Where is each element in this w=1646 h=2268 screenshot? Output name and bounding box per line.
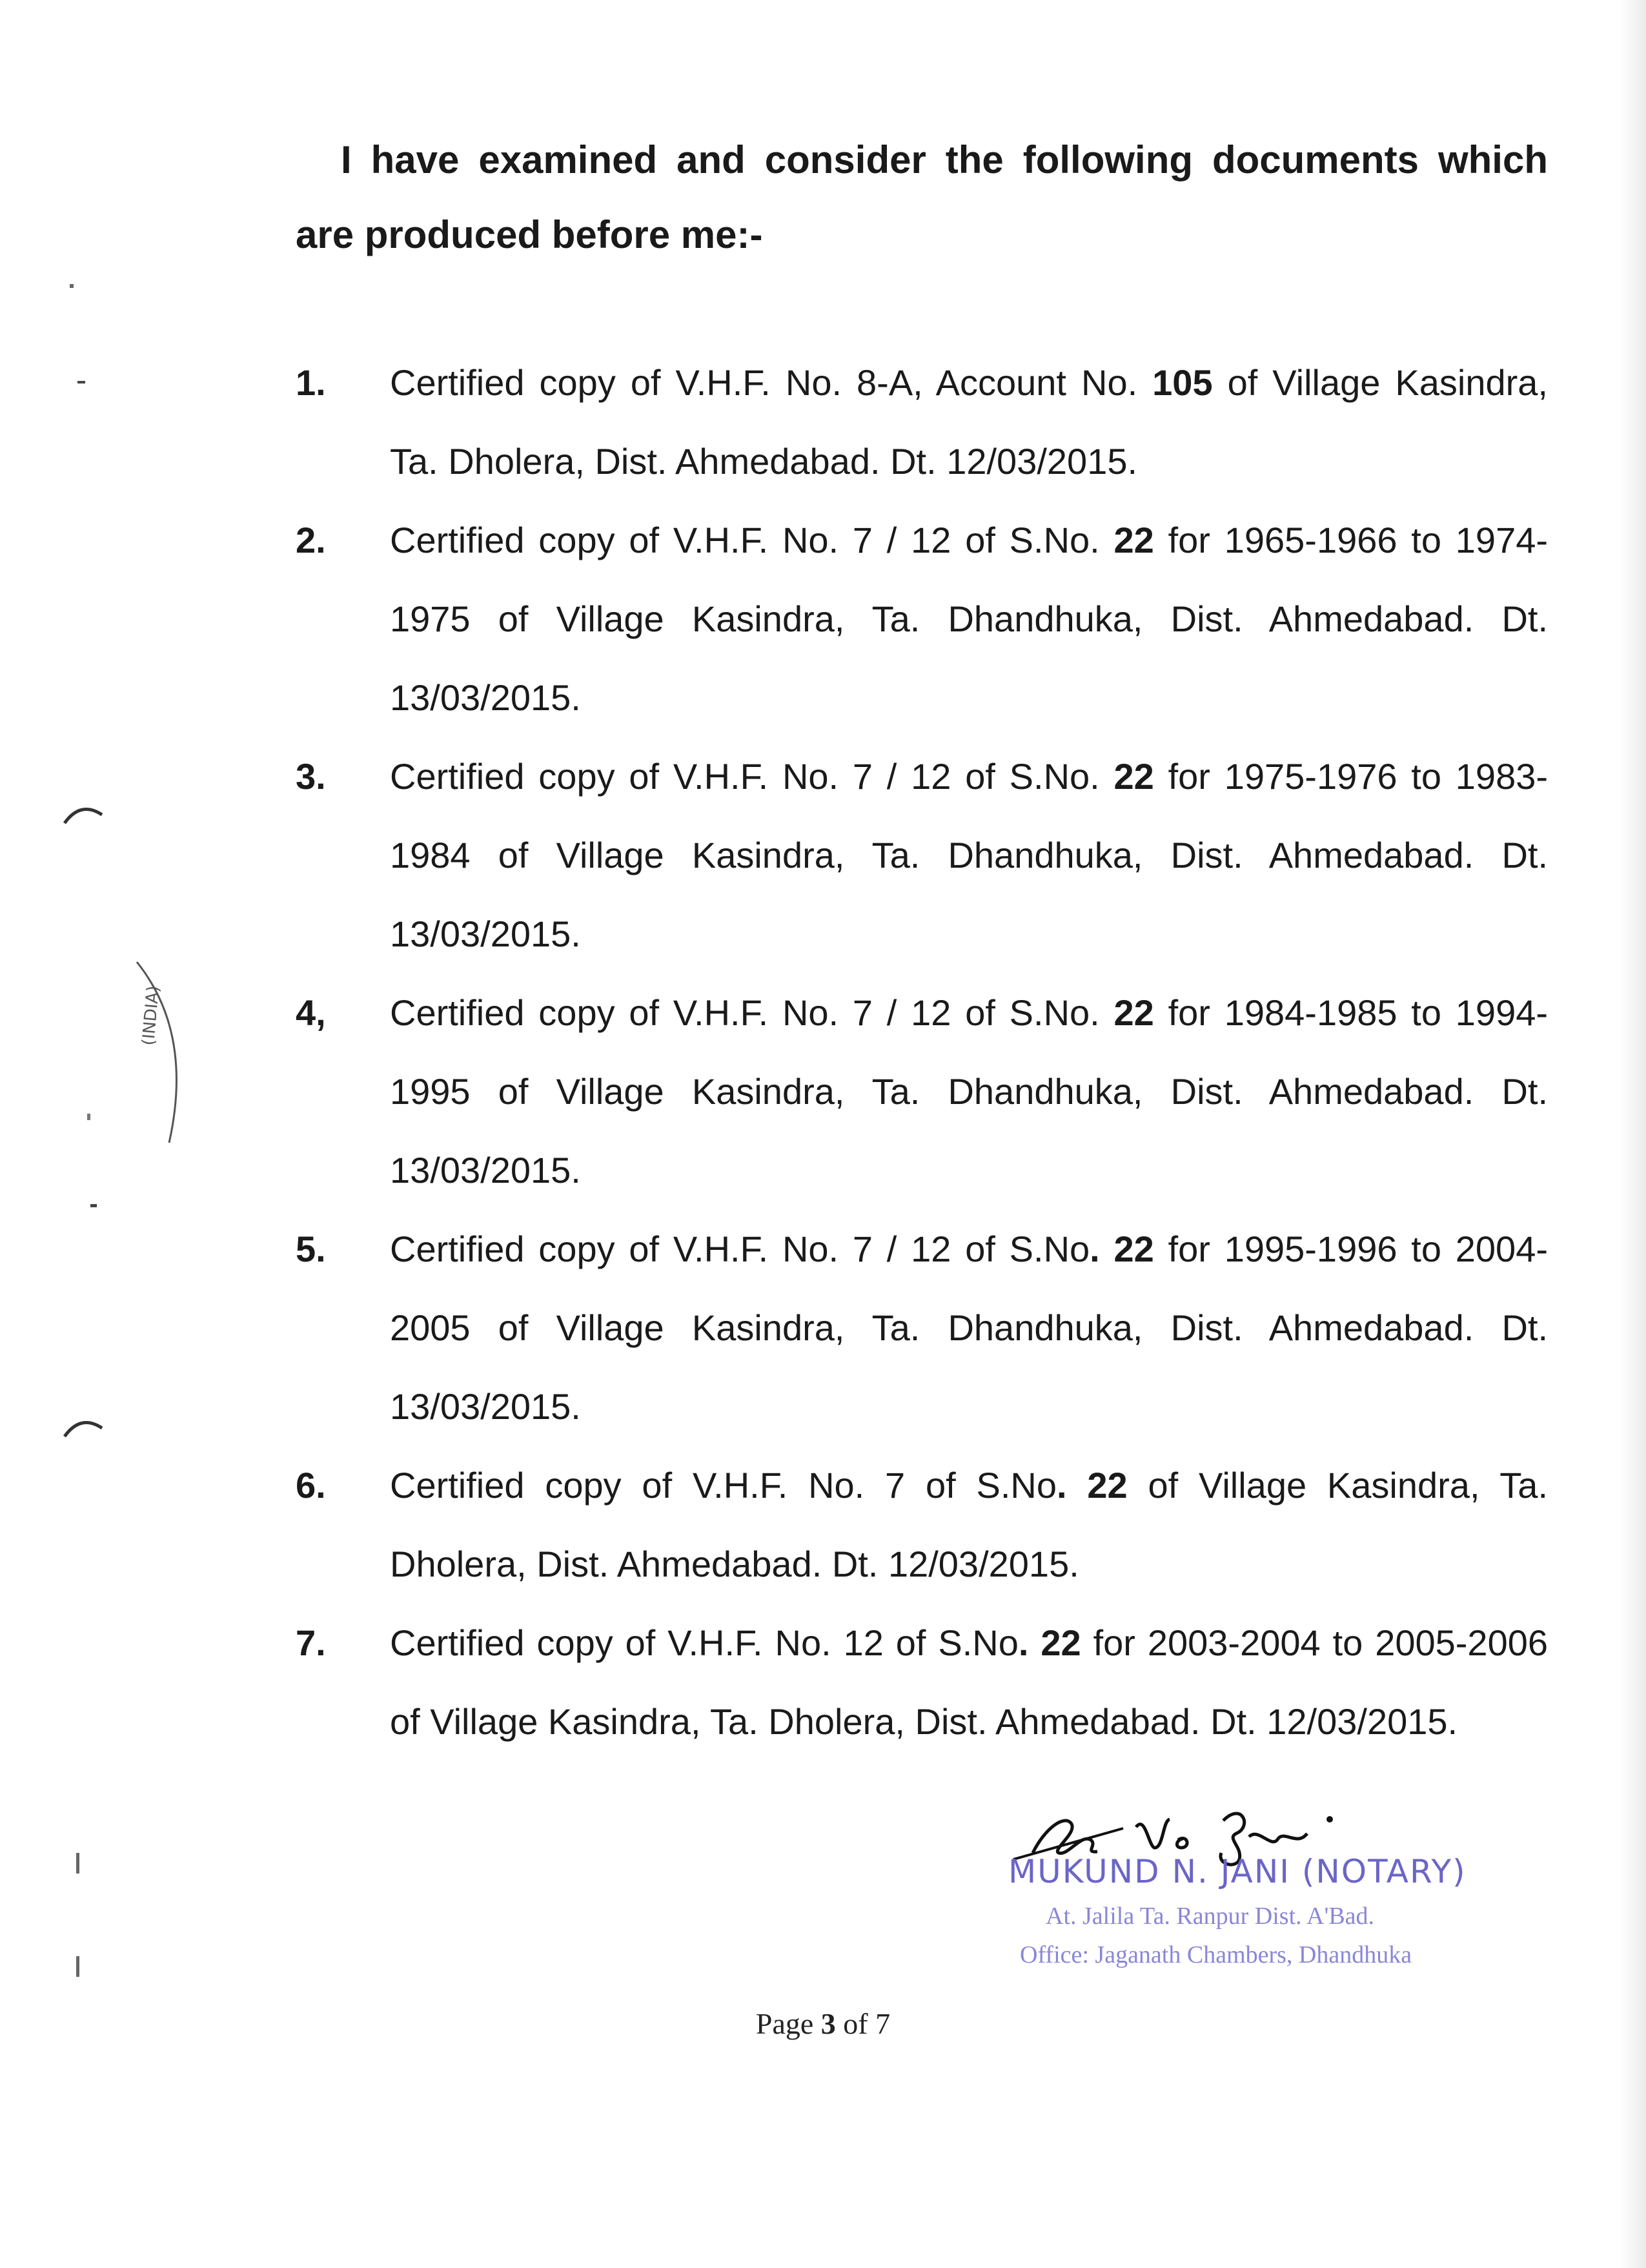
document-list-item: [296, 501, 1548, 737]
list-item-text: Certified copy of V.H.F. No. 7 / 12 of S.No. 22 for 1984-1985 to 1994-1995 of Village Kasindra, Ta. Dhandhuka, Dist. Ahmedabad. Dt. 13/03/2015.: [390, 992, 1549, 1190]
punch-hole-mark-bottom: [65, 1423, 102, 1436]
document-list-item: [296, 974, 1548, 1210]
document-list-item: [296, 343, 1548, 501]
notary-name: MUKUND N. JANI (NOTARY): [1008, 1853, 1467, 1890]
notary-address: At. Jalila Ta. Ranpur Dist. A'Bad.: [1046, 1903, 1375, 1930]
punch-hole-mark-top: [65, 810, 102, 823]
scan-dot: [87, 1114, 90, 1120]
scan-edge-shadow: [1620, 0, 1646, 2268]
heading-text: I have examined and consider the following documents which are produced before me:-: [296, 138, 1548, 256]
list-item-number: 2.: [296, 520, 326, 560]
side-seal-text: (INDIA): [139, 985, 164, 1047]
left-margin-marks: [0, 0, 207, 2268]
list-item-text: Certified copy of V.H.F. No. 8-A, Account No. 105 of Village Kasindra, Ta. Dholera, Dist. Ahmedabad. Dt. 12/03/2015.: [390, 362, 1548, 482]
list-item-number: 5.: [296, 1229, 326, 1269]
scan-dot: [77, 381, 85, 383]
document-list-item: [296, 1604, 1548, 1761]
document-heading: [296, 123, 1548, 272]
notary-office: Office: Jaganath Chambers, Dhandhuka: [1020, 1941, 1412, 1968]
list-item-number: 7.: [296, 1622, 326, 1663]
list-item-text: Certified copy of V.H.F. No. 7 / 12 of S.No. 22 for 1975-1976 to 1983-1984 of Village Kasindra, Ta. Dhandhuka, Dist. Ahmedabad. Dt. 13/03/2015.: [390, 756, 1549, 954]
list-item-number: 3.: [296, 756, 326, 797]
list-item-text: Certified copy of V.H.F. No. 7 / 12 of S.No. 22 for 1995-1996 to 2004-2005 of Village Kasindra, Ta. Dhandhuka, Dist. Ahmedabad. Dt. 13/03/2015.: [390, 1229, 1548, 1427]
list-item-text: Certified copy of V.H.F. No. 7 / 12 of S.No. 22 for 1965-1966 to 1974-1975 of Village Kasindra, Ta. Dhandhuka, Dist. Ahmedabad. Dt. 13/03/2015.: [390, 520, 1549, 718]
scan-dot: [76, 1956, 79, 1977]
scan-dot: [76, 1853, 79, 1874]
list-item-number: 6.: [296, 1465, 326, 1506]
scan-dot: [70, 284, 74, 288]
document-list-item: [296, 1446, 1548, 1604]
document-list-item: [296, 1210, 1548, 1446]
page-number: Page 3 of 7: [755, 2007, 891, 2040]
list-item-text: Certified copy of V.H.F. No. 12 of S.No. 22 for 2003-2004 to 2005-2006 of Village Kasindra, Ta. Dholera, Dist. Ahmedabad. Dt. 12/03/2015.: [390, 1622, 1549, 1742]
list-item-text: Certified copy of V.H.F. No. 7 of S.No. 22 of Village Kasindra, Ta. Dholera, Dist. Ahmedabad. Dt. 12/03/2015.: [390, 1465, 1549, 1584]
list-item-number: 1.: [296, 362, 326, 403]
list-item-number: 4,: [296, 992, 326, 1033]
document-list-item: [296, 737, 1548, 974]
scan-dot: [90, 1204, 97, 1207]
notary-stamp: [994, 1788, 1485, 1995]
